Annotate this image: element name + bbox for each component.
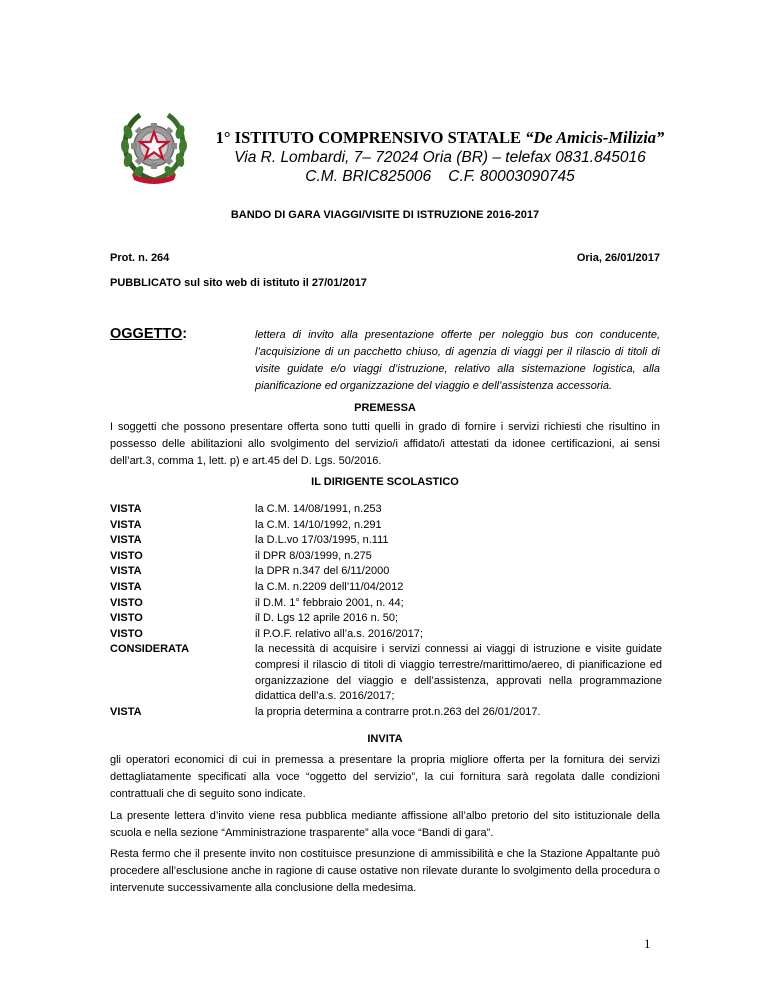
school-codes: C.M. BRIC825006 C.F. 80003090745: [305, 168, 575, 185]
school-header: [200, 128, 680, 186]
dirigente-heading: IL DIRIGENTE SCOLASTICO: [311, 476, 459, 488]
vista-value: la necessità di acquisire i servizi connessi ai viaggi di istruzione e visite guidate compresi il rilascio di titoli di viaggio terrestre/marittimo/aereo, di pianificazione ed organizzazione del viaggio e dell’assistenza, approvati nella programmazione didattica dell’a.s. 2016/2017;: [255, 643, 662, 703]
document-date: Oria, 26/01/2017: [576, 252, 660, 264]
school-address: Via R. Lombardi, 7– 72024 Oria (BR) – telefax 0831.845016: [234, 149, 646, 166]
vista-key: VISTA: [110, 518, 142, 531]
premessa-paragraph: I soggetti che possono presentare offerta sono tutti quelli in grado di fornire i servizi richiesti che risultino in possesso delle abilitazioni allo svolgimento del servizio/i affidato/i attestati da idonee certificazioni, ai sensi dell’art.3, comma 1, lett. p) e art.45 del D. Lgs. 50/2016.: [110, 421, 660, 467]
page-number: 1: [644, 936, 651, 951]
premessa-heading: PREMESSA: [354, 402, 416, 414]
vista-row: [110, 611, 662, 627]
vista-value: la C.M. 14/08/1991, n.253: [255, 503, 382, 515]
vista-key: VISTO: [110, 596, 143, 609]
vista-key: VISTO: [110, 612, 143, 625]
italian-republic-emblem-icon: [118, 110, 190, 185]
oggetto-label: OGGETTO:: [110, 326, 188, 342]
vista-row: [110, 549, 662, 565]
oggetto-text: lettera di invito alla presentazione offerte per noleggio bus con conducente, l’acquisizione di un pacchetto chiuso, di agenzia di viaggi per il rilascio di titoli di visite guidate e/o viaggi d’istruzione, relativo alla sistemazione logistica, alla pianificazione ed organizzazione del viaggio e dell’assistenza accessoria.: [255, 329, 660, 392]
vista-key: VISTA: [110, 580, 142, 593]
vista-row: [110, 642, 662, 704]
invita-paragraph: gli operatori economici di cui in premessa a presentare la propria migliore offerta per la fornitura dei servizi dettagliatamente specificati alla voce “oggetto del servizio”, la cui fornitura sarà regolata dalle condizioni contrattuali che di seguito sono indicate.: [110, 754, 660, 800]
vista-value: la C.M. 14/10/1992, n.291: [255, 518, 382, 531]
vista-row: [110, 518, 662, 534]
vista-value: il D. Lgs 12 aprile 2016 n. 50;: [255, 612, 399, 625]
vista-value: la D.L.vo 17/03/1995, n.111: [255, 534, 389, 547]
vista-key: VISTA: [110, 503, 142, 515]
school-name: 1° ISTITUTO COMPRENSIVO STATALE “De Amicis-Milizia”: [215, 128, 665, 147]
vista-value: la DPR n.347 del 6/11/2000: [255, 565, 390, 578]
vista-row: [110, 502, 662, 518]
protocol-number: Prot. n. 264: [110, 252, 170, 264]
vista-value: il P.O.F. relativo all’a.s. 2016/2017;: [255, 627, 423, 640]
vista-key: VISTO: [110, 549, 143, 562]
vista-list: [110, 502, 662, 720]
vista-row: [110, 533, 662, 549]
vista-value: la C.M. n.2209 dell’11/04/2012: [255, 580, 404, 593]
vista-key: VISTA: [110, 565, 142, 578]
vista-key: VISTA: [110, 705, 142, 718]
vista-row: [110, 627, 662, 643]
vista-row: [110, 596, 662, 612]
publication-note: PUBBLICATO sul sito web di istituto il 27/01/2017: [110, 277, 367, 289]
vista-value: il DPR 8/03/1999, n.275: [255, 549, 372, 562]
vista-row: [110, 580, 662, 596]
vista-row: [110, 564, 662, 580]
publication-paragraph: La presente lettera d’invito viene resa pubblica mediante affissione all’albo pretorio del sito istituzionale della scuola e nella sezione “Amministrazione trasparente” alla voce “Bandi di gara”.: [110, 810, 660, 839]
vista-key: VISTO: [110, 627, 143, 640]
exclusion-paragraph: Resta fermo che il presente invito non costituisce presunzione di ammissibilità e che la Stazione Appaltante può procedere all’esclusione anche in ragione di cause ostative non rilevate durante lo svolgimento della procedura o intervenute successivamente alla conclusione della medesima.: [110, 848, 660, 894]
invita-heading: INVITA: [367, 733, 403, 745]
vista-key: VISTA: [110, 534, 142, 547]
document-title: BANDO DI GARA VIAGGI/VISITE DI ISTRUZIONE 2016-2017: [230, 209, 540, 221]
vista-value: il D.M. 1° febbraio 2001, n. 44;: [255, 596, 404, 609]
vista-key: CONSIDERATA: [110, 643, 190, 656]
vista-row: [110, 705, 662, 721]
vista-value: la propria determina a contrarre prot.n.263 del 26/01/2017.: [255, 705, 541, 718]
